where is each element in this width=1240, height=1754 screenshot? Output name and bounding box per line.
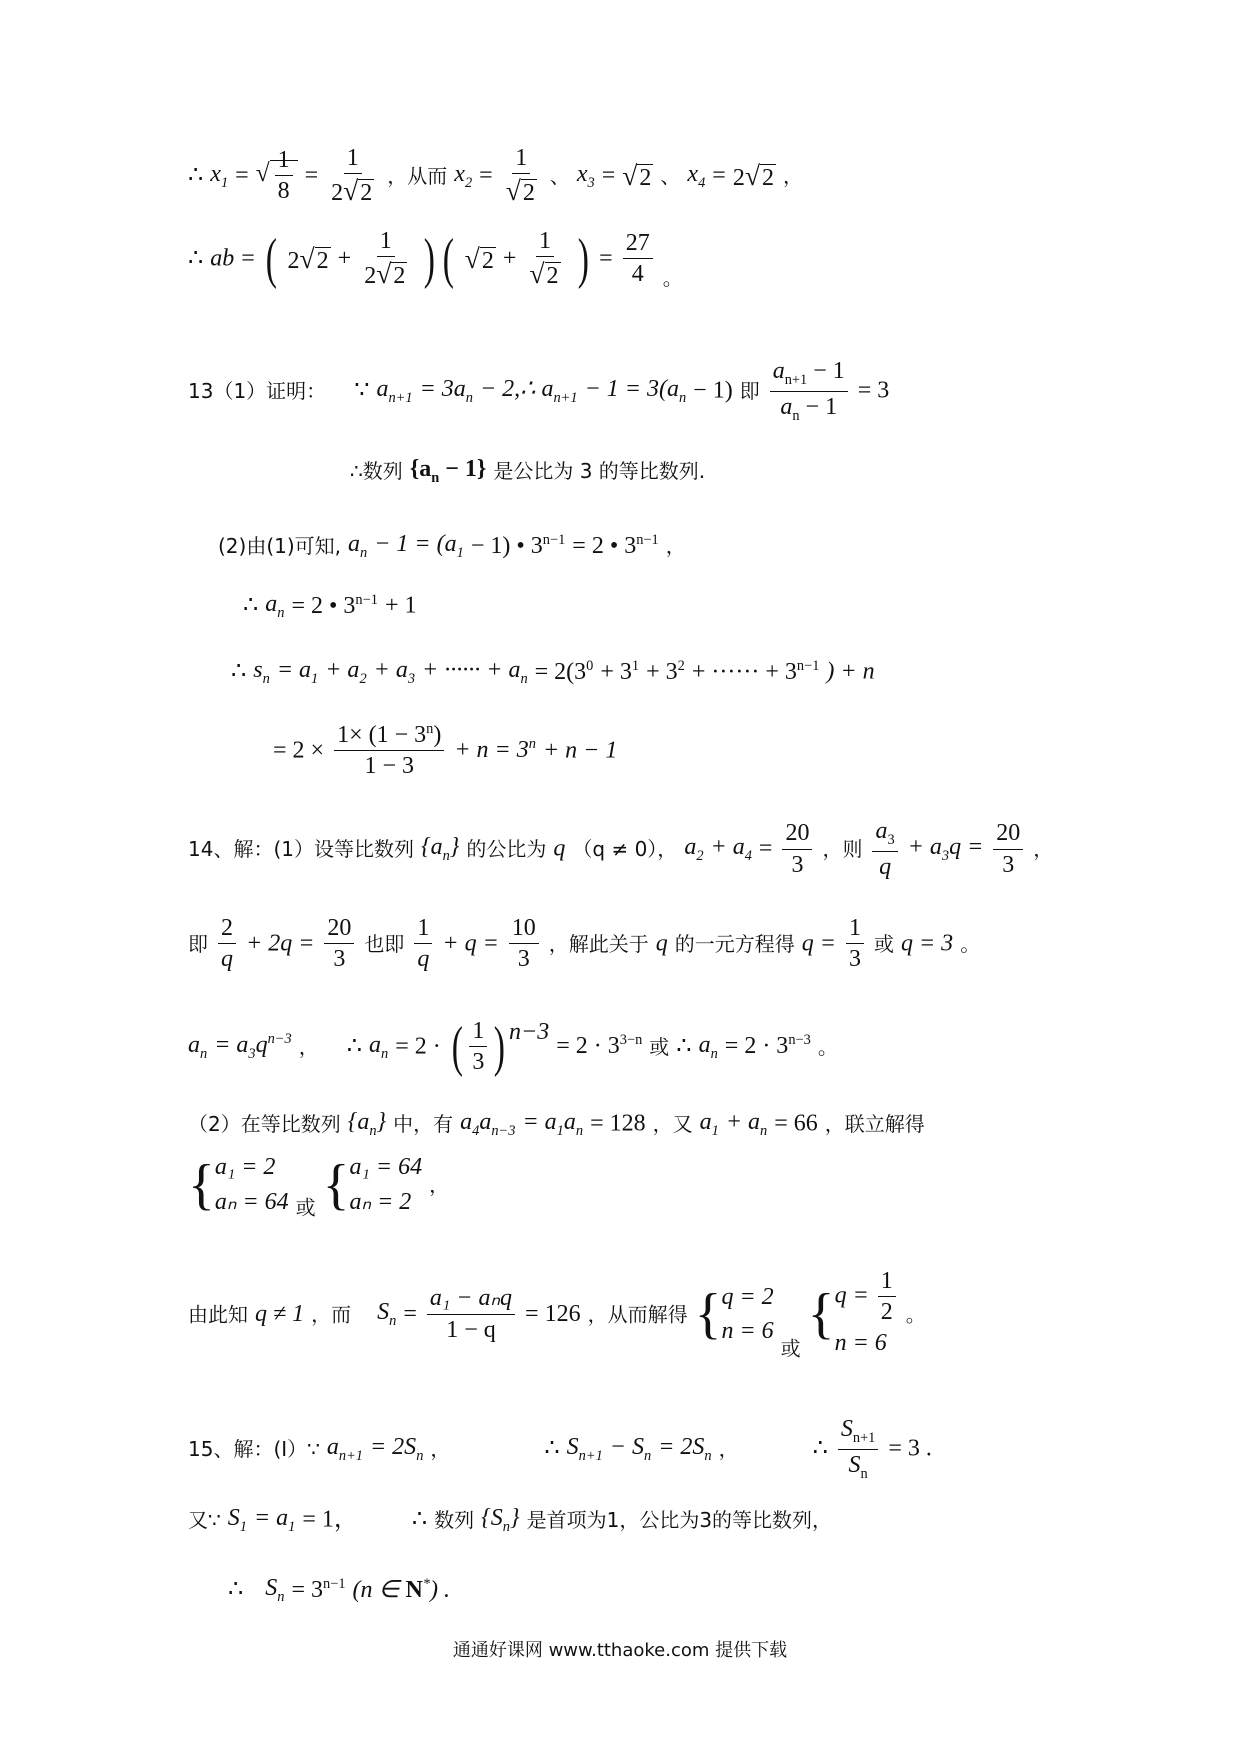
sn-126-line: 由此知 q ≠ 1 ，而 $S_n$ = $\frac{\text{a₁ − aₙq}}{1 - q}$ = 126 ，从而解得 { q = 2 n = 6 或 { q = $\frac{1}{2}$ n = 6 。: [188, 1268, 926, 1361]
sum-fraction: $\frac{1\times (1 - 3^n)}{1 - 3}$: [334, 722, 444, 780]
x4-value: 2√2: [732, 159, 774, 191]
problem-15-part1: 15、解：(Ⅰ）∵ $a_{n+1} = 2S_n$ ， ∴ $S_{n+1} - S_n = 2S_n$ ， ∴ $\frac{S_{n+1}}{S_n}$ = 3 .: [188, 1416, 932, 1482]
sqrt-one-eighth: √ $\frac{1}{8}$: [256, 147, 298, 205]
system-1: { a₁ = 2 aₙ = 64: [188, 1153, 289, 1216]
line-ab-product: ∴ ab = ( 2√2 + $\frac{1}{2√2}$ ) ( √2 + $\frac{1}{√2}$ ) = $\frac{27}{4}$ 。: [188, 227, 683, 290]
x1-fraction: $\frac{1}{2√2}$: [331, 145, 373, 207]
x1-symbol: $x_1$: [210, 160, 229, 191]
an-general-term-line: $a_n = a_3q^{n-3}$ ， ∴ $a_n = 2$ · ( $\frac{1}{3}$ ) $^{n-3} = 2 \cdot 3^{3-n}$ 或 ∴ $a_n = 2 \cdot 3^{n-3}$ 。: [188, 1015, 838, 1078]
system-q-half: { q = $\frac{1}{2}$ n = 6: [808, 1268, 899, 1361]
x2-symbol: $x_2$: [454, 160, 473, 191]
ratio-fraction: $\frac{a_{n+1} - 1}{a_n - 1}$: [770, 358, 848, 424]
an-formula: ∴ $a_n = 2$ • $3^{n-1} + 1$: [243, 591, 417, 621]
x4-symbol: $x_4$: [687, 160, 706, 191]
problem-14-part1: 14、解：(1）设等比数列 $\{a_n\}$ 的公比为 q （q ≠ 0）， $a_2 + a_4$ = $\frac{20}{3}$ ，则 $\frac{a_3}{q}$ + $a_3q$ = $\frac{20}{3}$ ，: [188, 818, 1054, 880]
x3-value: √2: [622, 159, 652, 191]
problem-13-part1: 13（1）证明： ∵ $a_{n+1} = 3a_n$ − 2,∴ $a_{n+1} - 1 = 3(a_n - 1)$ 即 $\frac{a_{n+1} - 1}{a_n - 1}$ = 3: [188, 358, 890, 424]
x3-symbol: $x_3$: [576, 160, 595, 191]
system-solutions-a: { a₁ = 2 aₙ = 64 或 { a₁ = 64 aₙ = 2 ，: [188, 1150, 449, 1220]
term1-fraction: $\frac{1}{2√2}$: [364, 228, 406, 290]
sn-sum-line: ∴ $s_n = a_1 + a_2 + a_3$ + ······ + $a_n = 2(3^0 + 3^1 + 3^2$ + ······ + $3^{n-1}$ ) + n: [231, 657, 875, 687]
x2-fraction: $\frac{1}{√2}$: [505, 145, 535, 207]
geometric-sequence-conclusion: ∴数列 $\{a_n - 1\}$ 是公比为 3 的等比数列.: [350, 456, 706, 486]
line-x-values: ∴ $x_1$ = √ $\frac{1}{8}$ = $\frac{1}{2√2}$ ，从而 $x_2$ = $\frac{1}{√2}$ 、 $x_3 = √2$ 、 $x_4 = 2√2$ ，: [188, 145, 803, 207]
sn-final-formula: ∴ $S_n = 3^{n-1}$ (n ∈ N*) .: [228, 1575, 450, 1605]
sn-result-line: = 2 × $\frac{1\times (1 - 3^n)}{1 - 3}$ + $n = 3^n + n - 1$: [273, 721, 618, 780]
problem-14-part2: （2）在等比数列 $\{a_n\}$ 中，有 $a_4a_{n-3} = a_1a_n = 128$ ，又 $a_1 + a_n = 66$ ，联立解得: [188, 1109, 925, 1139]
problem-13-part2: (2)由(1)可知, $a_n - 1 = (a_1 - 1)$ • $3^{n-1} = 2$ • $3^{n-1}$ ，: [218, 531, 686, 561]
q-equation-line: 即 $\frac{2}{q}$ + 2q = $\frac{20}{3}$ 也即 $\frac{1}{q}$ + q = $\frac{10}{3}$ ，解此关于 q 的一元方程得 q = $\frac{1}{3}$ 或 q = 3 。: [188, 915, 981, 973]
term2-fraction: $\frac{1}{√2}$: [529, 228, 559, 290]
system-2: { a₁ = 64 aₙ = 2: [322, 1153, 423, 1216]
page-footer: 通通好课网 www.tthaoke.com 提供下载: [452, 1640, 788, 1661]
s1-line: 又∵ $S_1 = a_1 = 1$， ∴ 数列 $\{S_n\}$ 是首项为1，公比为3的等比数列，: [188, 1505, 833, 1535]
result-fraction: $\frac{27}{4}$: [623, 230, 653, 288]
system-q2: { q = 2 n = 6: [694, 1283, 774, 1346]
